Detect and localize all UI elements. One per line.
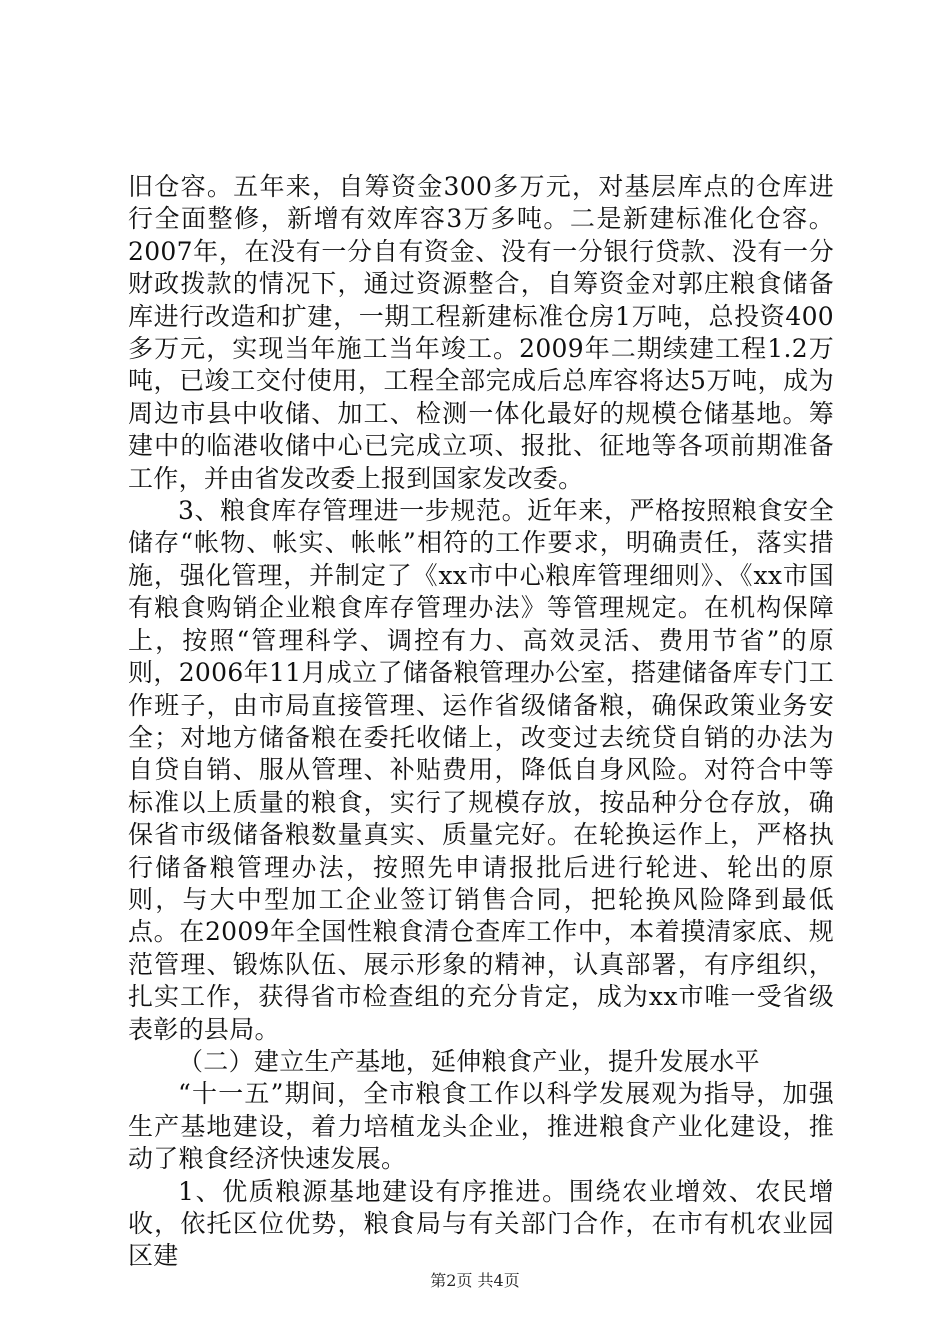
paragraph-grain-base: 1、优质粮源基地建设有序推进。围绕农业增效、农民增收，依托区位优势，粮食局与有关部门合作，在市有机农业园区建 (128, 1176, 834, 1271)
document-body (128, 171, 834, 1273)
paragraph-continuation: 旧仓容。五年来，自筹资金300多万元，对基层库点的仓库进行全面整修，新增有效库容3万多吨。二是新建标准化仓容。2007年，在没有一分自有资金、没有一分银行贷款、没有一分财政拨款的情况下，通过资源整合，自筹资金对郭庄粮食储备库进行改造和扩建，一期工程新建标准仓房1万吨，总投资400多万元，实现当年施工当年竣工。2009年二期续建工程1.2万吨，已竣工交付使用，工程全部完成后总库容将达5万吨，成为周边市县中收储、加工、检测一体化最好的规模仓储基地。筹建中的临港收储中心已完成立项、报批、征地等各项前期准备工作，并由省发改委上报到国家发改委。 (128, 172, 834, 493)
page-footer: 第2页 共4页 (430, 1271, 520, 1290)
paragraph-storage-management: 3、粮食库存管理进一步规范。近年来，严格按照粮食安全储存“帐物、帐实、帐帐”相符的工作要求，明确责任，落实措施，强化管理，并制定了《xx市中心粮库管理细则》、《xx市国有粮食购销企业粮食库存管理办法》等管理规定。在机构保障上，按照“管理科学、调控有力、高效灵活、费用节省”的原则，2006年11月成立了储备粮管理办公室，搭建储备库专门工作班子，由市局直接管理、运作省级储备粮，确保政策业务安全；对地方储备粮在委托收储上，改变过去统贷自销的办法为自贷自销、服从管理、补贴费用，降低自身风险。对符合中等标准以上质量的粮食，实行了规模存放，按品种分仓存放，确保省市级储备粮数量真实、质量完好。在轮换运作上，严格执行储备粮管理办法，按照先申请报批后进行轮进、轮出的原则，与大中型加工企业签订销售合同，把轮换风险降到最低点。在2009年全国性粮食清仓查库工作中，本着摸清家底、规范管理、锻炼队伍、展示形象的精神，认真部署，有序组织，扎实工作，获得省市检查组的充分肯定，成为xx市唯一受省级表彰的县局。 (128, 496, 834, 1044)
section-heading: （二）建立生产基地，延伸粮食产业，提升发展水平 (178, 1046, 760, 1076)
paragraph-eleventh-five-year: “十一五”期间，全市粮食工作以科学发展观为指导，加强生产基地建设，着力培植龙头企业，推进粮食产业化建设，推动了粮食经济快速发展。 (128, 1079, 834, 1174)
